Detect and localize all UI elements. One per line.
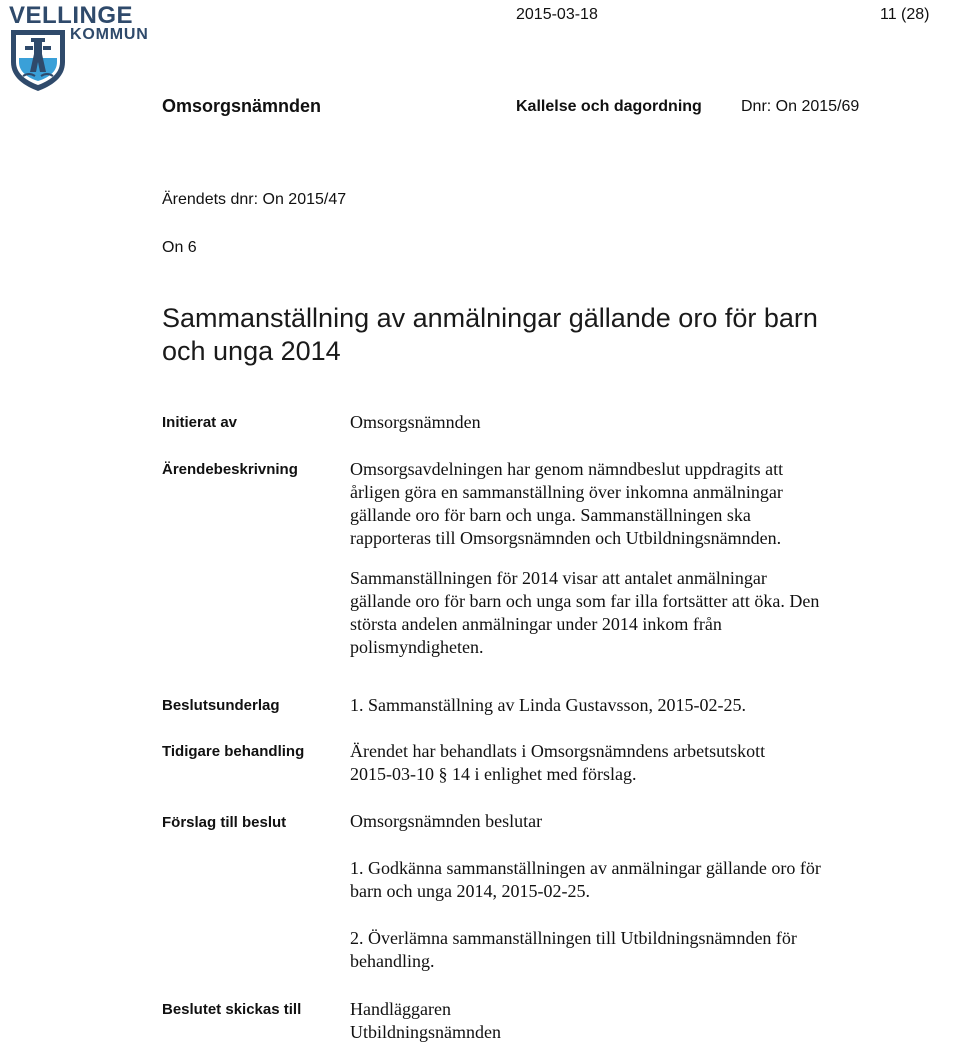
previous-handling-label: Tidigare behandling	[162, 743, 305, 760]
recipients-label: Beslutet skickas till	[162, 1001, 302, 1018]
description-body	[350, 458, 820, 659]
proposal-item-2: 2. Överlämna sammanställningen till Utbildningsnämnden för behandling.	[350, 928, 797, 971]
description-label: Ärendebeskrivning	[162, 461, 298, 478]
page-title: Sammanställning av anmälningar gällande oro för barn och unga 2014	[162, 303, 818, 366]
vellinge-kommun-logo	[8, 4, 158, 92]
page-number: 11 (28)	[880, 6, 930, 23]
meeting-type: Kallelse och dagordning	[516, 98, 702, 115]
previous-handling-body	[350, 740, 870, 786]
logo-subtitle: KOMMUN	[70, 26, 149, 43]
decision-basis-label: Beslutsunderlag	[162, 697, 280, 714]
proposal-item-1: 1. Godkänna sammanställningen av anmälningar gällande oro för barn och unga 2014, 2015-02-25.	[350, 858, 821, 901]
description-paragraph-2: Sammanställningen för 2014 visar att antalet anmälningar gällande oro för barn och unga som far illa fortsätter att öka. Den största andelen anmälningar under 2014 inkom från polismyndigheten.	[350, 568, 820, 657]
proposal-label: Förslag till beslut	[162, 814, 287, 831]
item-number: On 6	[162, 239, 197, 256]
document-dnr: Dnr: On 2015/69	[741, 98, 860, 115]
previous-handling-line-2: 2015-03-10 § 14 i enlighet med förslag.	[350, 764, 637, 784]
description-paragraph-1: Omsorgsavdelningen har genom nämndbeslut uppdragits att årligen göra en sammanställning över inkomna anmälningar gällande oro för barn och unga. Sammanställningen ska rapporteras till Omsorgsnämnden och Utbildningsnämnden.	[350, 459, 784, 548]
document-date: 2015-03-18	[516, 6, 598, 23]
proposal-intro: Omsorgsnämnden beslutar	[350, 811, 543, 831]
decision-basis-item: 1. Sammanställning av Linda Gustavsson, 2015-02-25.	[350, 695, 746, 715]
proposal-body	[350, 810, 850, 973]
recipient-1: Handläggaren	[350, 999, 451, 1019]
coat-of-arms-icon	[9, 28, 67, 92]
recipient-2: Utbildningsnämnden	[350, 1022, 501, 1042]
initiated-by-label: Initierat av	[162, 414, 238, 431]
recipients-body	[350, 998, 870, 1044]
logo-wordmark: VELLINGE	[9, 2, 134, 29]
initiated-by-value: Omsorgsnämnden	[350, 412, 481, 432]
case-dnr: Ärendets dnr: On 2015/47	[162, 191, 347, 208]
board-name: Omsorgsnämnden	[162, 96, 322, 116]
previous-handling-line-1: Ärendet har behandlats i Omsorgsnämndens arbetsutskott	[350, 741, 766, 761]
